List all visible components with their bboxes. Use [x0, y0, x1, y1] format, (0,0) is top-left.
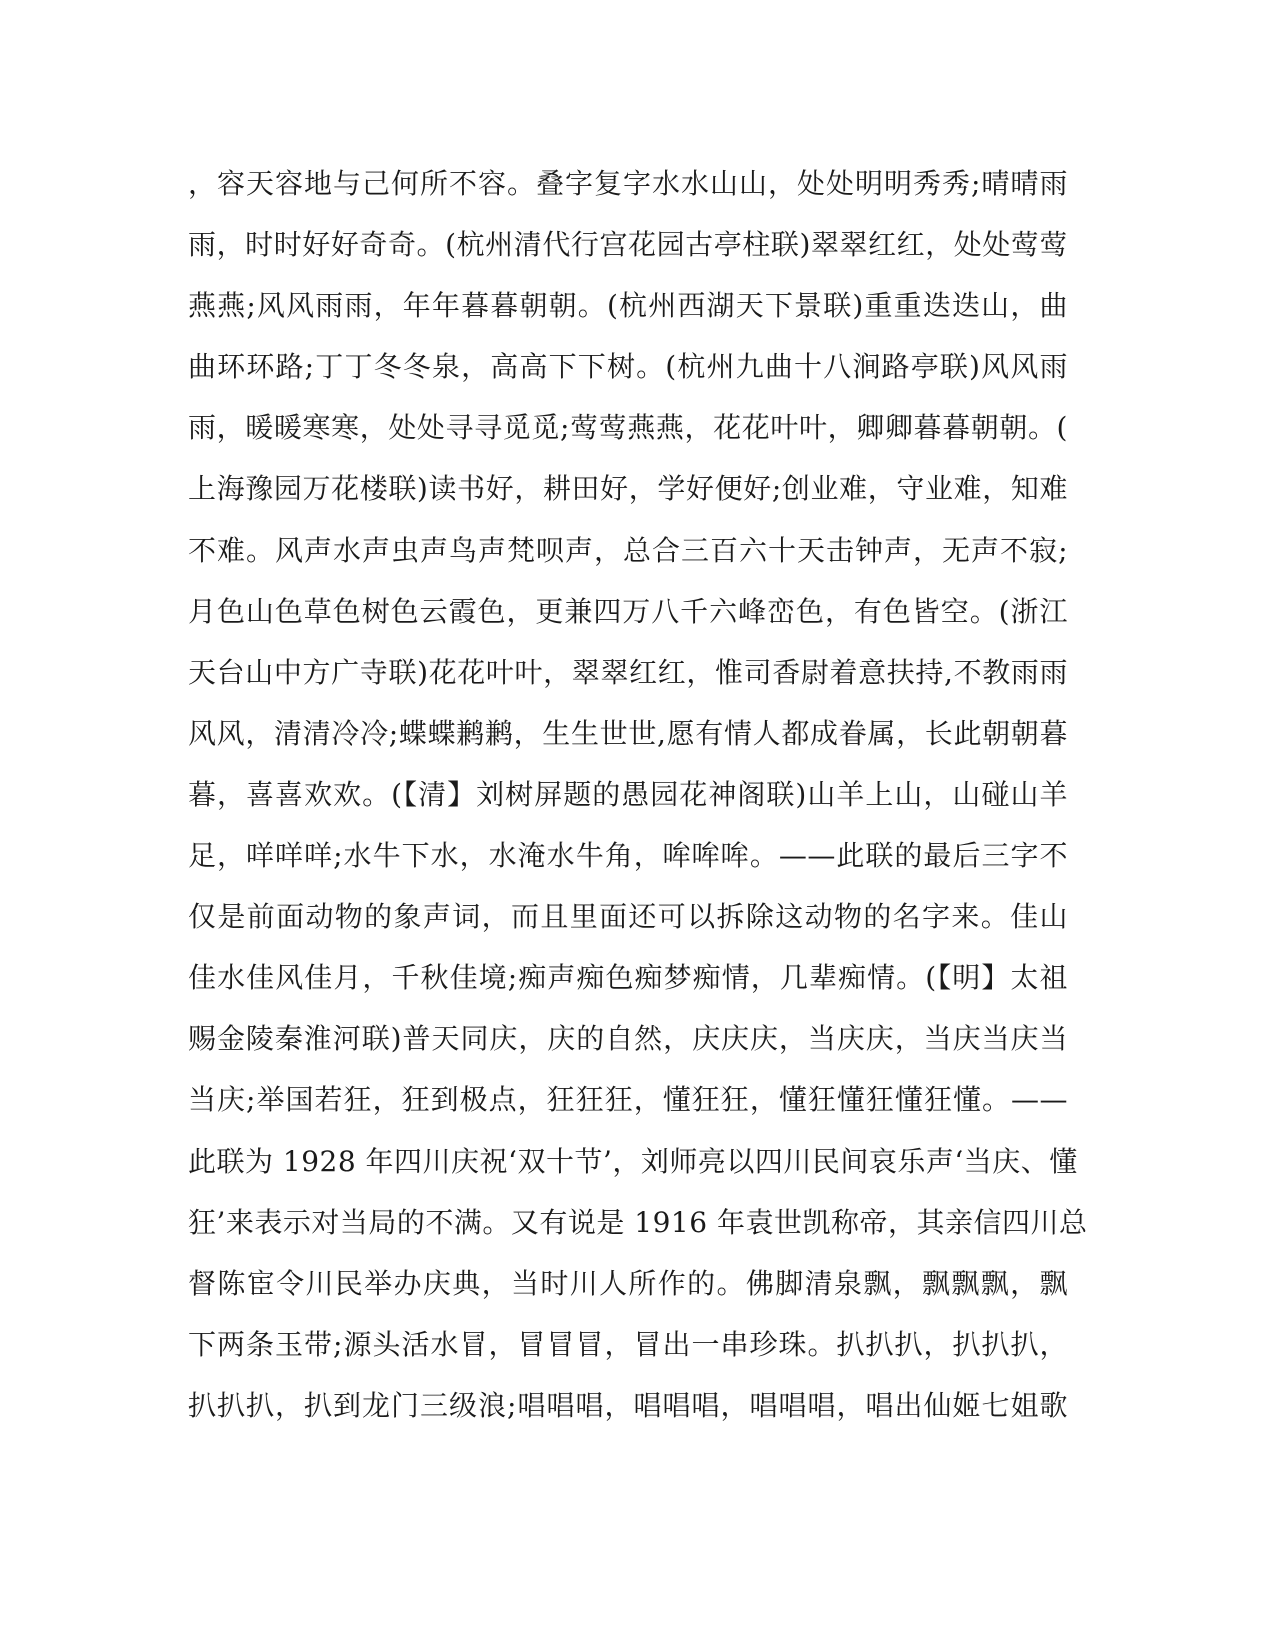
text-line: 督陈宦令川民举办庆典，当时川人所作的。佛脚清泉飘，飘飘飘，飘: [188, 1266, 1068, 1300]
text-line: 赐金陵秦淮河联)普天同庆，庆的自然，庆庆庆，当庆庆，当庆当庆当: [188, 1022, 1068, 1056]
text-line: ，容天容地与己何所不容。叠字复字水水山山，处处明明秀秀;晴晴雨: [188, 167, 1068, 200]
text-line: 雨，暖暖寒寒，处处寻寻觅觅;莺莺燕燕，花花叶叶，卿卿暮暮朝朝。(: [188, 411, 1068, 445]
text-line: 暮，喜喜欢欢。(【清】刘树屏题的愚园花神阁联)山羊上山，山碰山羊: [188, 777, 1068, 811]
text-line: 足，咩咩咩;水牛下水，水淹水牛角，哞哞哞。——此联的最后三字不: [188, 839, 1068, 873]
text-line: 佳水佳风佳月，千秋佳境;痴声痴色痴梦痴情，几辈痴情。(【明】太祖: [188, 961, 1068, 995]
text-line: 月色山色草色树色云霞色，更兼四万八千六峰峦色，有色皆空。(浙江: [188, 594, 1068, 628]
body-text: [188, 164, 1088, 1447]
text-line: 不难。风声水声虫声鸟声梵呗声，总合三百六十天击钟声，无声不寂;: [188, 533, 1068, 567]
text-line: 此联为 1928 年四川庆祝‘双十节’，刘师亮以四川民间哀乐声‘当庆、懂: [188, 1144, 1078, 1178]
text-line: 下两条玉带;源头活水冒，冒冒冒，冒出一串珍珠。扒扒扒，扒扒扒，: [188, 1327, 1068, 1361]
text-line: 扒扒扒，扒到龙门三级浪;唱唱唱，唱唱唱，唱唱唱，唱出仙姬七姐歌: [188, 1388, 1068, 1422]
text-line: 上海豫园万花楼联)读书好，耕田好，学好便好;创业难，守业难，知难: [188, 472, 1068, 506]
text-line: 仅是前面动物的象声词，而且里面还可以拆除这动物的名字来。佳山: [188, 900, 1068, 934]
text-line: 当庆;举国若狂，狂到极点，狂狂狂，懂狂狂，懂狂懂狂懂狂懂。——: [188, 1083, 1068, 1117]
text-line: 风风，清清冷冷;蝶蝶鹣鹣，生生世世,愿有情人都成眷属，长此朝朝暮: [188, 716, 1068, 750]
text-line: 燕燕;风风雨雨，年年暮暮朝朝。(杭州西湖天下景联)重重迭迭山，曲: [188, 289, 1068, 323]
text-line: 雨，时时好好奇奇。(杭州清代行宫花园古亭柱联)翠翠红红，处处莺莺: [188, 228, 1068, 262]
text-line: 狂’来表示对当局的不满。又有说是 1916 年袁世凯称帝，其亲信四川总: [188, 1205, 1088, 1239]
text-line: 天台山中方广寺联)花花叶叶，翠翠红红，惟司香尉着意扶持,不教雨雨: [188, 655, 1068, 689]
text-line: 曲环环路;丁丁冬冬泉，高高下下树。(杭州九曲十八涧路亭联)风风雨: [188, 350, 1068, 384]
